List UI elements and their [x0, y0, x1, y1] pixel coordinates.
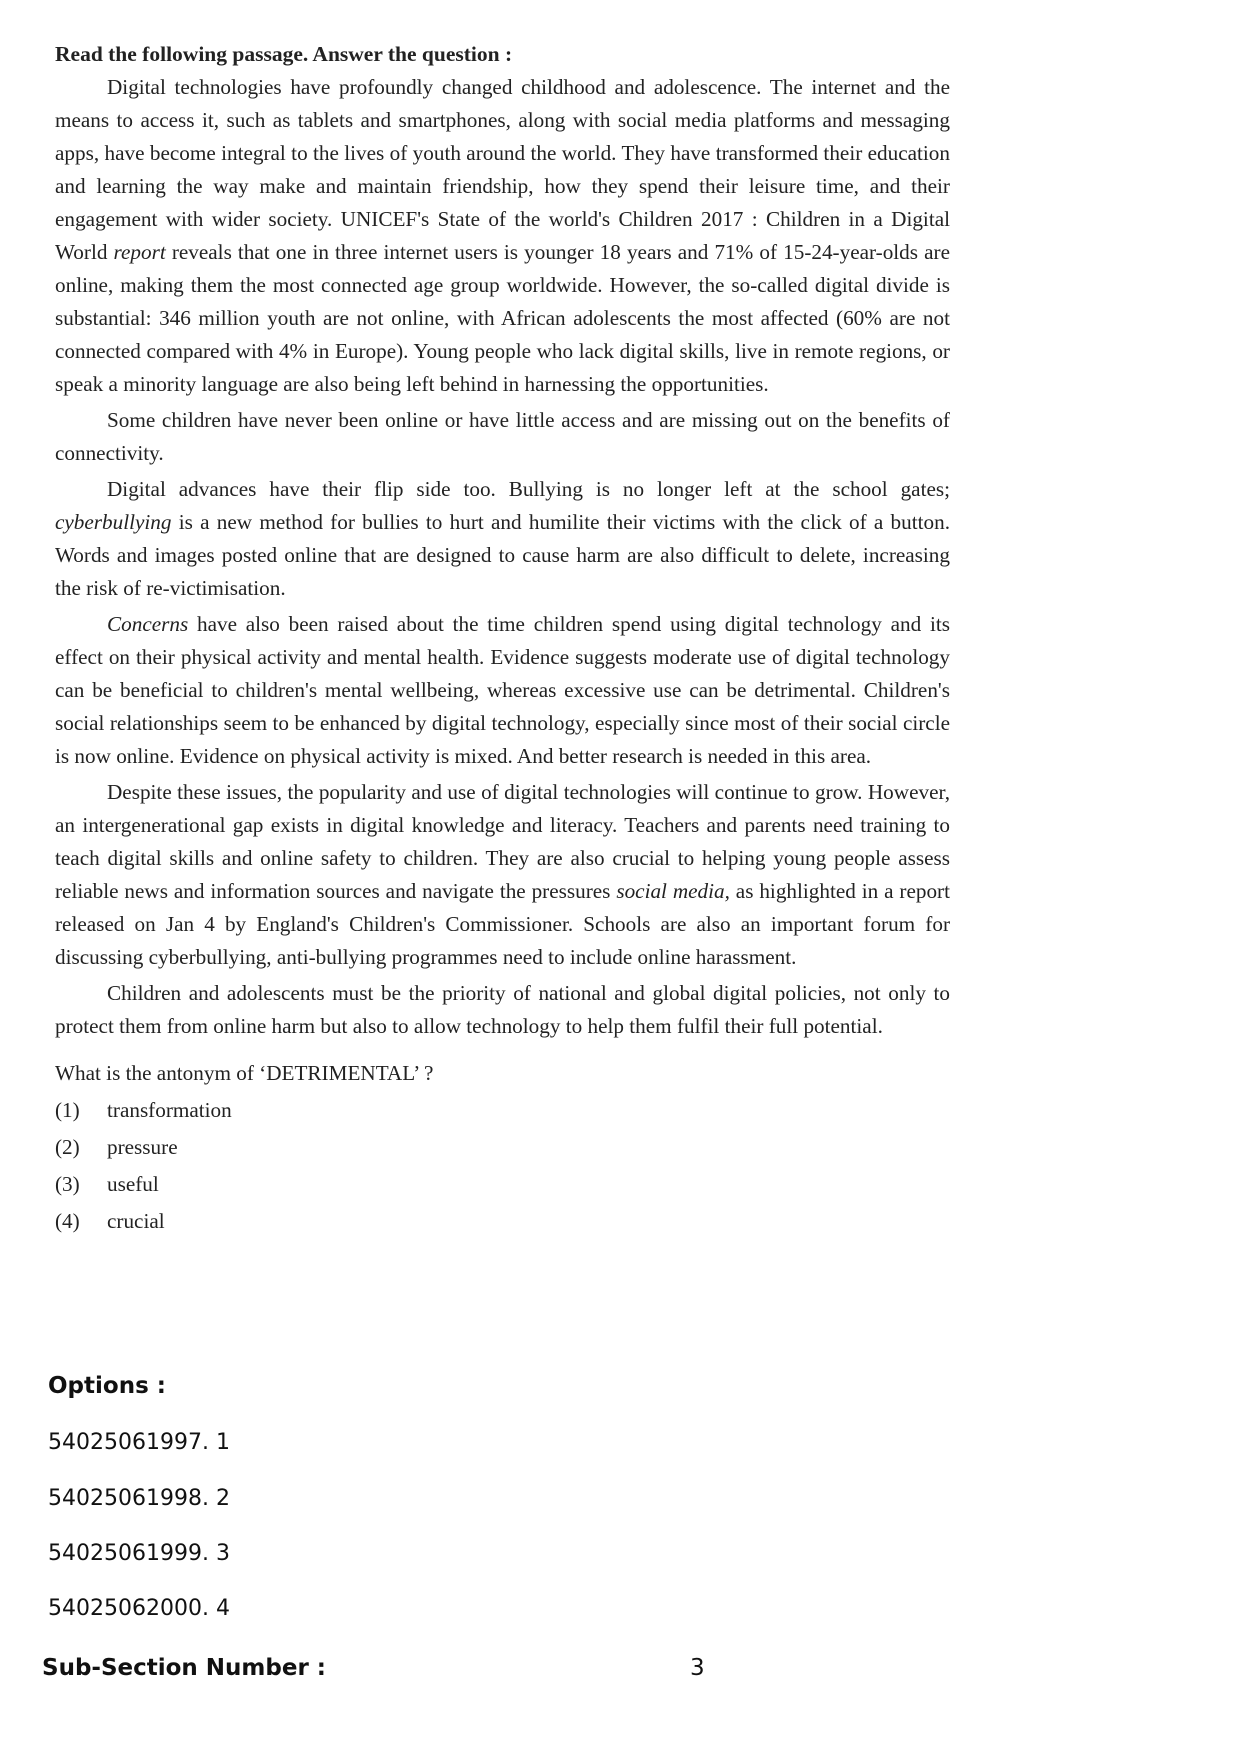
- answer-choice-text: transformation: [107, 1098, 232, 1122]
- sub-section-label: Sub-Section Number :: [42, 1655, 327, 1681]
- paragraph-italic-text: report: [113, 240, 166, 264]
- paragraph-2: [55, 404, 950, 470]
- sub-section-number: 3: [690, 1655, 705, 1681]
- paragraph-text: Digital technologies have profoundly changed childhood and adolescence. The internet and the means to access it, such as tablets and smartphones, along with social media platforms and messaging apps, have become integral to the lives of youth around the world. They have transformed their education and learning the way make and maintain friendship, how they spend their leisure time, and their engagement with wider society. UNICEF's State of the world's Children 2017 : Children in a Digital World: [55, 75, 950, 264]
- answer-choice-number: (1): [55, 1098, 80, 1122]
- passage-image: [55, 38, 950, 1240]
- paragraph-text: Despite these issues, the popularity and use of digital technologies will continue to grow. However, an intergenerational gap exists in digital knowledge and literacy. Teachers and parents need training to teach digital skills and online safety to children. They are also crucial to helping young people assess reliable news and information sources and navigate the pressures: [55, 780, 950, 903]
- paragraph-6: [55, 977, 950, 1043]
- paragraph-text: Children and adolescents must be the priority of national and global digital policies, not only to protect them from online harm but also to allow technology to help them fulfil their full potential.: [55, 981, 950, 1038]
- answer-choice: [55, 1203, 950, 1240]
- option-1[interactable]: 54025061997. 1: [48, 1430, 230, 1455]
- paragraph-1: [55, 71, 950, 401]
- answer-choice-number: (2): [55, 1135, 80, 1159]
- option-2[interactable]: 54025061998. 2: [48, 1486, 230, 1511]
- answer-choice: [55, 1166, 950, 1203]
- paragraph-5: [55, 776, 950, 974]
- answer-choice-number: (3): [55, 1172, 80, 1196]
- paragraph-text: Some children have never been online or have little access and are missing out on the benefits of connectivity.: [55, 408, 950, 465]
- question-text: What is the antonym of ‘DETRIMENTAL’ ?: [55, 1061, 434, 1085]
- paragraph-text: Digital advances have their flip side too. Bullying is no longer left at the school gates;: [107, 477, 950, 501]
- paragraph-text: have also been raised about the time children spend using digital technology and its effect on their physical activity and mental health. Evidence suggests moderate use of digital technology can be beneficial to children's mental wellbeing, whereas excessive use can be detrimental. Children's social relationships seem to be enhanced by digital technology, especially since most of their social circle is now online. Evidence on physical activity is mixed. And better research is needed in this area.: [55, 612, 950, 768]
- answer-choice: [55, 1092, 950, 1129]
- passage-heading: Read the following passage. Answer the question :: [55, 42, 513, 66]
- answer-choice-number: (4): [55, 1209, 80, 1233]
- paragraph-italic-text: Concerns: [107, 612, 189, 636]
- paragraph-italic-text: cyberbullying: [55, 510, 172, 534]
- option-3[interactable]: 54025061999. 3: [48, 1541, 230, 1566]
- answer-choice-text: crucial: [107, 1209, 165, 1233]
- answer-choice: [55, 1129, 950, 1166]
- paragraph-4: [55, 608, 950, 773]
- answer-choice-text: useful: [107, 1172, 159, 1196]
- option-4[interactable]: 54025062000. 4: [48, 1596, 230, 1621]
- answer-choice-text: pressure: [107, 1135, 178, 1159]
- paragraph-italic-text: social media,: [616, 879, 730, 903]
- paragraph-text: reveals that one in three internet users is younger 18 years and 71% of 15-24-year-olds are online, making them the most connected age group worldwide. However, the so-called digital divide is substantial: 346 million youth are not online, with African adolescents the most affected (60% are not connected compared with 4% in Europe). Young people who lack digital skills, live in remote regions, or speak a minority language are also being left behind in harnessing the opportunities.: [55, 240, 950, 396]
- paragraph-text: is a new method for bullies to hurt and humilite their victims with the click of a button. Words and images posted online that are designed to cause harm are also difficult to delete, increasing the risk of re-victimisation.: [55, 510, 950, 600]
- paragraph-text: as highlighted in a report released on Jan 4 by England's Children's Commissioner. Schools are also an important forum for discussing cyberbullying, anti-bullying programmes need to include online harassment.: [55, 879, 950, 969]
- answer-choice-list: [55, 1092, 950, 1240]
- options-label: Options :: [48, 1373, 166, 1399]
- paragraph-3: [55, 473, 950, 605]
